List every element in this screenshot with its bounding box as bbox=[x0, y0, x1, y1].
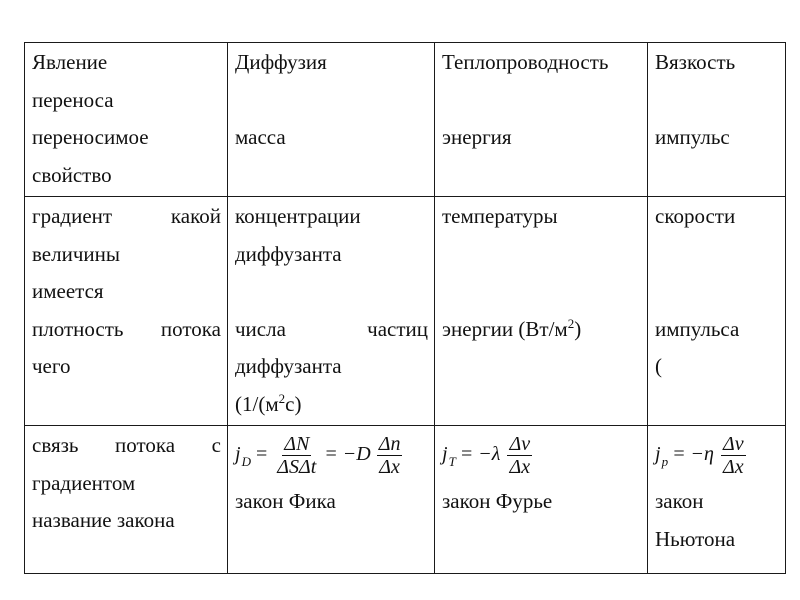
cell-heat-gradient bbox=[435, 197, 648, 426]
cell-viscosity-gradient bbox=[648, 197, 786, 426]
gradient-diffusion: концентрации bbox=[235, 204, 361, 228]
fick-formula: j D = $\frac{\Delta N}{\text{ΔSΔt}}$ = −D $\frac{\Delta n}{\Delta x}$ bbox=[235, 432, 401, 478]
label-line: переноса bbox=[32, 87, 114, 112]
flux-heat: энергии $(Вт/м^2)$ bbox=[442, 315, 582, 341]
law-fick: закон Фика bbox=[235, 489, 336, 513]
fraction: $\frac{\Delta n}{\Delta x}$ bbox=[378, 432, 401, 478]
column-heading-viscosity: Вязкость bbox=[655, 50, 736, 74]
law-newton: закон bbox=[655, 489, 704, 513]
property-heat: энергия bbox=[442, 125, 512, 149]
label-line: чего bbox=[32, 354, 71, 378]
cell-gradient-label bbox=[25, 197, 228, 426]
label-line: свойство bbox=[32, 162, 112, 187]
label-line: переносимое bbox=[32, 125, 149, 149]
label-line: Явление bbox=[32, 50, 108, 74]
label-line: плотность потока bbox=[32, 316, 221, 341]
cell-heat-header bbox=[435, 43, 648, 197]
property-diffusion: масса bbox=[235, 125, 286, 149]
cell-phenomenon-label bbox=[25, 43, 228, 197]
property-viscosity: импульс bbox=[655, 125, 730, 149]
newton-formula: j p = −η $\frac{\Delta v}{\Delta x}$ bbox=[655, 432, 744, 478]
flux-diffusion-unit: ($1/(м^2с)$ bbox=[235, 390, 302, 416]
transport-phenomena-table bbox=[24, 42, 786, 574]
law-fourier: закон Фурье bbox=[442, 489, 553, 513]
label-line: связь потока с bbox=[32, 433, 221, 457]
flux-diffusion: числа частиц bbox=[235, 316, 428, 341]
column-heading-heat: Теплопроводность bbox=[442, 50, 609, 74]
flux-viscosity: импульса bbox=[655, 316, 740, 341]
column-heading-diffusion: Диффузия bbox=[235, 50, 327, 74]
label-line: величины bbox=[32, 241, 120, 266]
flux-viscosity: ( bbox=[655, 354, 662, 378]
cell-viscosity-header bbox=[648, 43, 786, 197]
table-row-relation-law bbox=[25, 426, 786, 574]
cell-diffusion-header bbox=[228, 43, 435, 197]
fraction: $\frac{\Delta v}{\Delta x}$ bbox=[722, 432, 744, 478]
fraction: $\frac{\Delta v}{\Delta x}$ bbox=[509, 432, 531, 478]
law-newton: Ньютона bbox=[655, 526, 736, 551]
label-line: градиент какой bbox=[32, 204, 221, 228]
fourier-formula: j T = −λ $\frac{\Delta v}{\Delta x}$ bbox=[442, 432, 531, 478]
label-line: имеется bbox=[32, 279, 104, 303]
cell-relation-label bbox=[25, 426, 228, 574]
label-line: градиентом bbox=[32, 470, 136, 495]
table-row-gradient-flux bbox=[25, 197, 786, 426]
flux-diffusion: диффузанта bbox=[235, 354, 342, 378]
gradient-viscosity: скорости bbox=[655, 204, 736, 228]
label-line: название закона bbox=[32, 508, 175, 532]
cell-fourier bbox=[435, 426, 648, 574]
gradient-diffusion: диффузанта bbox=[235, 241, 342, 266]
table-row-header bbox=[25, 43, 786, 197]
cell-newton bbox=[648, 426, 786, 574]
gradient-heat: температуры bbox=[442, 204, 558, 228]
cell-fick bbox=[228, 426, 435, 574]
cell-diffusion-gradient bbox=[228, 197, 435, 426]
fraction: $\frac{\Delta N}{\text{ΔSΔt}}$ bbox=[277, 432, 317, 478]
